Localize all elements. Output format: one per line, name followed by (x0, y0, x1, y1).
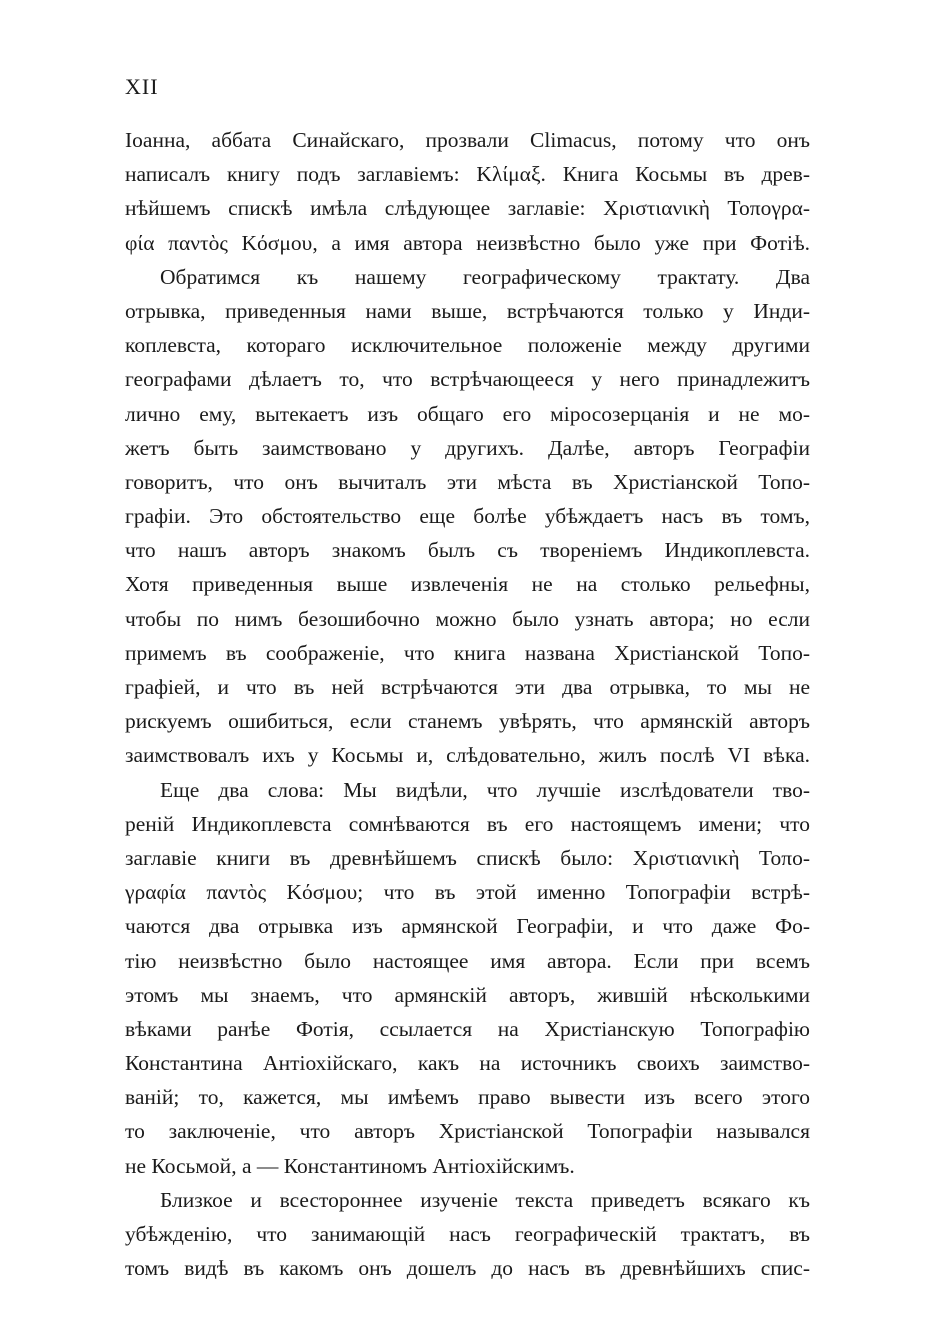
text-line: то заключеніе, что авторъ Христіанской Топографіи назывался (125, 1119, 810, 1144)
text-line: что нашъ авторъ знакомъ былъ съ твореніемъ Индикоплевста. (125, 538, 810, 563)
page-number: XII (125, 74, 159, 99)
text-line: γραφία παντὸς Κόσμου; что въ этой именно Топографіи встрѣ- (125, 880, 810, 905)
text-line: Близкое и всестороннее изученіе текста приведетъ всякаго къ (160, 1187, 810, 1212)
text-line: чтобы по нимъ безошибочно можно было узнать автора; но если (125, 606, 810, 631)
text-line: жетъ быть заимствовано у другихъ. Далѣе, авторъ Географіи (125, 435, 810, 460)
text-line: графіей, и что въ ней встрѣчаются эти два отрывка, то мы не (125, 675, 810, 699)
text-line: Хотя приведенныя выше извлеченія не на столько рельефны, (125, 572, 810, 597)
text-line: убѣжденію, что занимающій насъ географическій трактатъ, въ (125, 1222, 810, 1246)
text-line: реній Индикоплевста сомнѣваются въ его настоящемъ имени; что (125, 811, 810, 836)
text-line: ваній; то, кажется, мы имѣемъ право вывести изъ всего этого (125, 1085, 810, 1110)
text-line: отрывка, приведенныя нами выше, встрѣчаются только у Инди- (125, 298, 810, 323)
text-line: Константина Антіохійскаго, какъ на источникъ своихъ заимство- (125, 1051, 810, 1076)
paragraph (125, 260, 810, 773)
text-line: заглавіе книги въ древнѣйшемъ спискѣ было: Χριστιανικὴ Τοπο- (125, 845, 810, 870)
text-line: примемъ въ соображеніе, что книга названа Христіанской Топо- (125, 640, 810, 665)
text-line: Іоанна, аббата Синайскаго, прозвали Climacus, потому что онъ (125, 128, 810, 152)
text-line: рискуемъ ошибиться, если станемъ увѣрять, что армянскій авторъ (125, 709, 810, 734)
text-line: не Косьмой, а — Константиномъ Антіохійскимъ. (125, 1153, 575, 1178)
paragraph (125, 773, 810, 1183)
text-line: графіи. Это обстоятельство еще болѣе убѣждаетъ насъ въ томъ, (125, 504, 810, 529)
text-line: говоритъ, что онъ вычиталъ эти мѣста въ Христіанской Топо- (125, 469, 810, 494)
text-line: φία παντὸς Κόσμου, а имя автора неизвѣстно было уже при Фотіѣ. (125, 230, 810, 255)
text-line: написалъ книгу подъ заглавіемъ: Κλίμαξ. Книга Косьмы въ древ- (125, 162, 810, 187)
text-line: Обратимся къ нашему географическому трактату. Два (160, 264, 810, 289)
text-line: тію неизвѣстно было настоящее имя автора. Если при всемъ (125, 948, 810, 973)
text-line: этомъ мы знаемъ, что армянскій авторъ, жившій нѣсколькими (125, 982, 810, 1007)
text-line: географами дѣлаетъ то, что встрѣчающееся у него принадлежитъ (125, 367, 810, 392)
paragraph (125, 1183, 810, 1286)
text-line: коплевста, котораго исключительное положеніе между другими (125, 333, 810, 358)
text-line: вѣками ранѣе Фотія, ссылается на Христіанскую Топографію (125, 1016, 810, 1041)
paragraph (125, 123, 810, 260)
text-line: заимствовалъ ихъ у Косьмы и, слѣдовательно, жилъ послѣ VI вѣка. (125, 743, 810, 768)
body-text (125, 123, 810, 1285)
text-line: Еще два слова: Мы видѣли, что лучшіе изслѣдователи тво- (160, 777, 810, 802)
text-line: нѣйшемъ спискѣ имѣла слѣдующее заглавіе: Χριστιανικὴ Τοπογρα- (125, 196, 810, 221)
text-line: томъ видѣ въ какомъ онъ дошелъ до насъ въ древнѣйшихъ спис- (125, 1256, 810, 1281)
text-line: чаются два отрывка изъ армянской Географіи, и что даже Фо- (125, 914, 810, 939)
text-line: лично ему, вытекаетъ изъ общаго его міросозерцанія и не мо- (125, 401, 810, 426)
